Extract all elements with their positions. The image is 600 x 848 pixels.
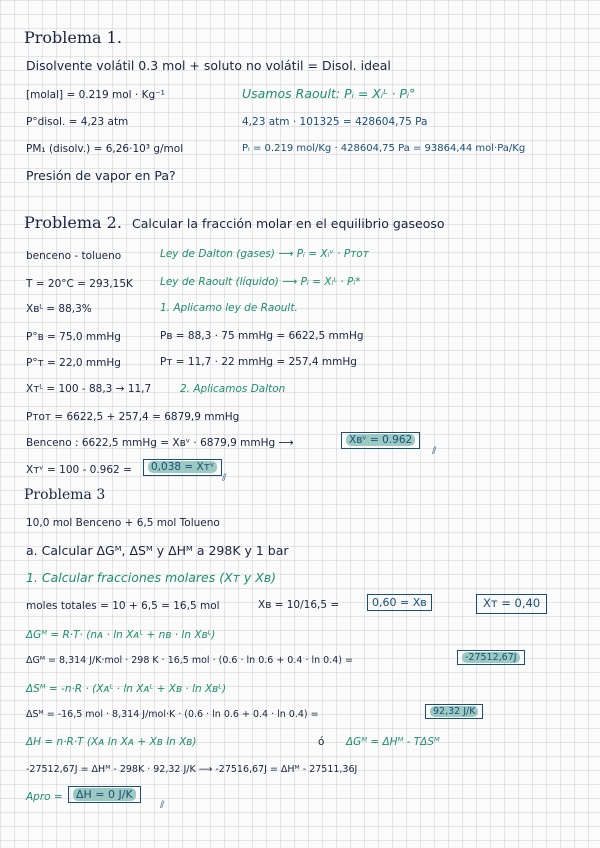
p2-system: benceno - tolueno <box>26 250 122 262</box>
p3-enthalpy-calc: -27512,67J = ΔHᴹ - 298K · 92,32 J/K ⟶ -27516,67J = ΔHᴹ - 27511,36J <box>26 764 358 775</box>
p1-molar-mass: PM₁ (disolv.) = 6,26·10³ g/mol <box>26 143 184 155</box>
p2-pt-partial: Pт = 11,7 · 22 mmHg = 257,4 mmHg <box>160 356 357 368</box>
p3-gibbs-result: -27512,67J <box>462 652 520 663</box>
p2-step-1: 1. Aplicamo ley de Raoult. <box>160 302 298 314</box>
p2-answer-mark-1: ⫽ <box>432 446 437 457</box>
p3-gibbs-formula: ΔGᴹ = R·T· (nᴀ · ln Xᴀᴸ + nʙ · ln Xʙᴸ) <box>26 629 216 641</box>
p2-answer-mark-2: ⫽ <box>222 473 227 484</box>
problem-3-title: Problema 3 <box>24 487 106 503</box>
p3-gibbs-calc: ΔGᴹ = 8,314 J/K·mol · 298 K · 16,5 mol · (0.6 · ln 0.6 + 0.4 · ln 0.4) = <box>26 655 353 666</box>
p2-benzene-eq: Benceno : 6622,5 mmHg = Xʙᵛ · 6879,9 mmHg ⟶ <box>26 437 294 449</box>
p3-step-1: 1. Calcular fracciones molares (Xт y Xʙ) <box>26 570 276 585</box>
p1-conversion: 4,23 atm · 101325 = 428604,75 Pa <box>242 116 428 128</box>
p3-xt-box: Xт = 0,40 <box>476 594 547 614</box>
p2-xb-liquid: Xʙᴸ = 88,3% <box>26 303 92 315</box>
p3-approx-label: Apro = <box>26 791 63 803</box>
p3-answer-mark: ⫽ <box>160 800 165 811</box>
p3-gibbs-relation: ΔGᴹ = ΔHᴹ - TΔSᴹ <box>346 736 440 748</box>
p1-statement: Disolvente volátil 0.3 mol + soluto no volátil = Disol. ideal <box>26 58 391 73</box>
p3-entropy-box <box>425 704 483 719</box>
p3-enthalpy-box <box>68 786 141 803</box>
p2-xt-vapor-box <box>143 459 222 476</box>
p3-xb-calc: Xʙ = 10/16,5 = <box>258 599 340 611</box>
p3-enthalpy-formula: ΔH = n·R·T (Xᴀ ln Xᴀ + Xʙ ln Xʙ) <box>26 736 197 748</box>
p3-part-a: a. Calcular ΔGᴹ, ΔSᴹ y ΔHᴹ a 298K y 1 bar <box>26 543 289 558</box>
p1-vapor-pressure: P°disol. = 4,23 atm <box>26 116 129 128</box>
p1-result: Pᵢ = 0.219 mol/Kg · 428604,75 Pa = 93864,44 mol·Pa/Kg <box>242 143 526 154</box>
p3-total-moles: moles totales = 10 + 6,5 = 16,5 mol <box>26 600 220 612</box>
p2-xb-vapor-result: Xʙᵛ = 0.962 <box>346 434 415 446</box>
p2-xb-vapor-box <box>341 432 420 449</box>
p2-raoult-law: Ley de Raoult (líquido) ⟶ Pᵢ = Xᵢᴸ · Pᵢ* <box>160 276 361 288</box>
problem-2-title: Problema 2. <box>24 213 122 232</box>
p3-mixture: 10,0 mol Benceno + 6,5 mol Tolueno <box>26 517 220 529</box>
p3-enthalpy-result: ΔH = 0 J/K <box>73 788 136 801</box>
p3-gibbs-box <box>457 650 525 665</box>
p1-question: Presión de vapor en Pa? <box>26 168 176 183</box>
p2-xt-vapor-result: 0,038 = Xтᵛ <box>148 461 217 473</box>
p2-xt-liquid: Xтᴸ = 100 - 88,3 → 11,7 <box>26 383 152 395</box>
problem-1-title: Problema 1. <box>24 28 122 47</box>
p2-ptotal: Pтот = 6622,5 + 257,4 = 6879,9 mmHg <box>26 411 240 423</box>
p3-entropy-formula: ΔSᴹ = -n·R · (Xᴀᴸ · ln Xᴀᴸ + Xʙ · ln Xʙᴸ) <box>26 683 227 695</box>
p3-entropy-calc: ΔSᴹ = -16,5 mol · 8,314 J/mol·K · (0.6 · ln 0.6 + 0.4 · ln 0.4) = <box>26 709 319 720</box>
p2-temperature: T = 20°C = 293,15K <box>26 278 133 290</box>
p1-molality: [molal] = 0.219 mol · Kg⁻¹ <box>26 89 165 101</box>
p2-pb-pure: P°ʙ = 75,0 mmHg <box>26 331 121 343</box>
p3-entropy-result: 92,32 J/K <box>430 706 478 717</box>
p2-step-2: 2. Aplicamos Dalton <box>180 383 286 395</box>
p2-subtitle: Calcular la fracción molar en el equilibrio gaseoso <box>132 216 445 231</box>
p2-pb-partial: Pʙ = 88,3 · 75 mmHg = 6622,5 mmHg <box>160 330 364 342</box>
p2-toluene-eq: Xтᵛ = 100 - 0.962 = <box>26 464 132 476</box>
p3-xb-box: 0,60 = Xʙ <box>367 594 432 611</box>
p2-pt-pure: P°т = 22,0 mmHg <box>26 357 121 369</box>
p2-dalton-law: Ley de Dalton (gases) ⟶ Pᵢ = Xᵢᵛ · Pтот <box>160 248 369 260</box>
p3-or: ó <box>318 736 325 748</box>
p1-raoult-note: Usamos Raoult: Pᵢ = Xᵢᴸ · Pᵢ° <box>242 86 416 101</box>
